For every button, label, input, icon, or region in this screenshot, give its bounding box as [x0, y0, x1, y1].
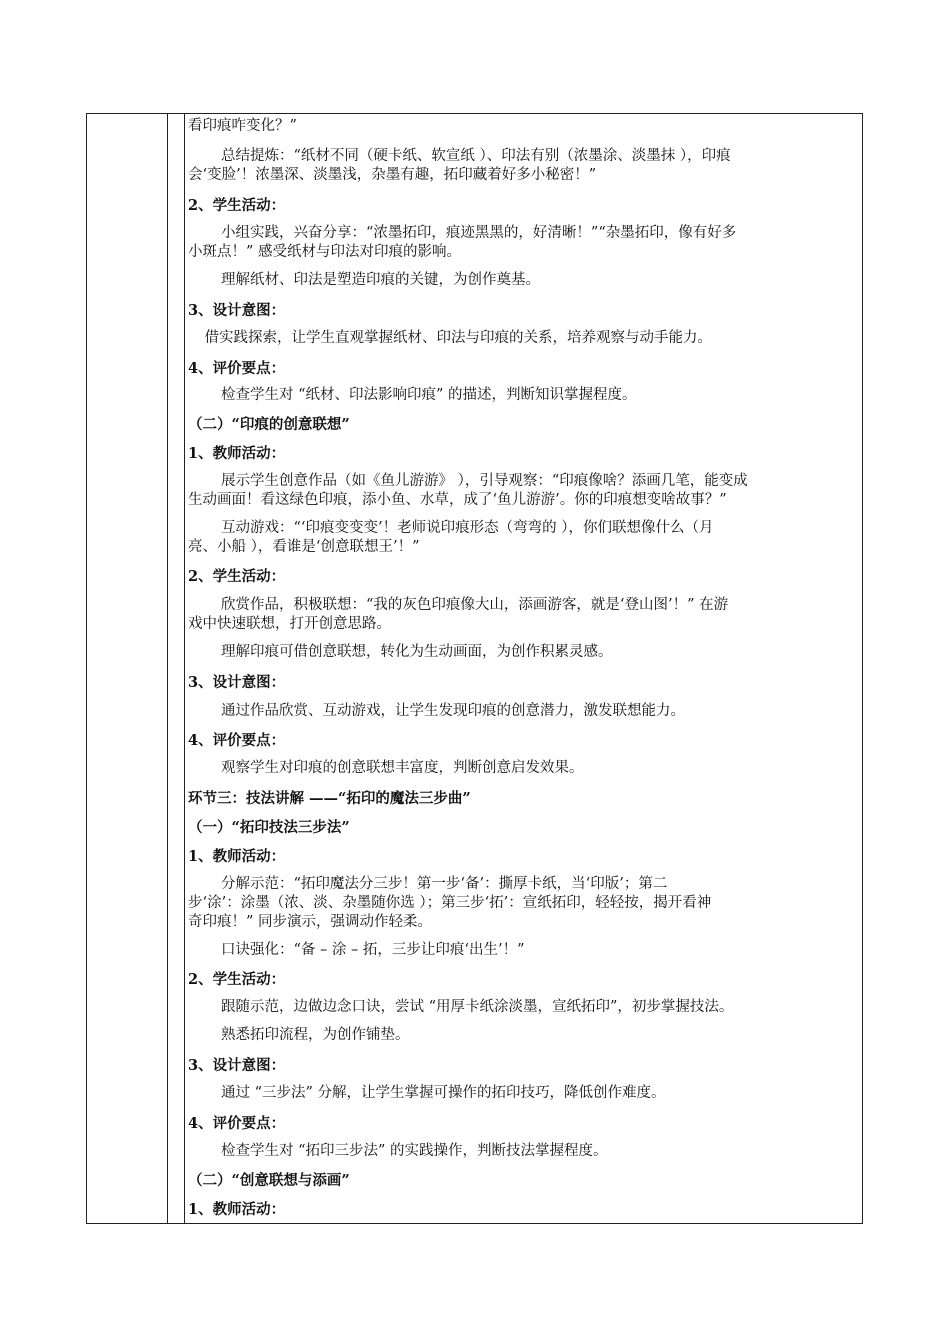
paragraph-line: 通过作品欣赏、互动游戏，让学生发现印痕的创意潜力，激发联想能力。: [221, 703, 685, 719]
paragraph-line: 借实践探索，让学生直观掌握纸材、印法与印痕的关系，培养观察与动手能力。: [204, 330, 712, 346]
paragraph-line: 分解示范：“拓印魔法分三步！第一步‘备’：撕厚卡纸，当‘印版’；第二: [221, 876, 668, 892]
paragraph-line: 欣赏作品，积极联想：“我的灰色印痕像大山，添画游客，就是‘登山图’！” 在游: [221, 597, 729, 613]
section-heading: 1、教师活动：: [188, 848, 286, 865]
paragraph-line: 小组实践，兴奋分享：“浓墨拓印，痕迹黑黑的，好清晰！”“杂墨拓印，像有好多: [221, 225, 737, 241]
section-heading: 3、设计意图：: [188, 302, 286, 319]
paragraph-line: 看印痕咋变化？”: [188, 118, 297, 134]
column-divider: [167, 114, 168, 1223]
section-heading: 2、学生活动：: [188, 971, 286, 988]
section-heading: 环节三：技法讲解 ——“拓印的魔法三步曲”: [188, 790, 471, 807]
section-heading: （一）“拓印技法三步法”: [188, 819, 350, 836]
paragraph-line: 互动游戏：“‘印痕变变变’！老师说印痕形态（弯弯的 ），你们联想像什么（月: [221, 520, 714, 536]
section-heading: （二）“印痕的创意联想”: [188, 416, 350, 433]
paragraph-line: 小斑点！” 感受纸材与印法对印痕的影响。: [188, 244, 462, 260]
section-heading: 4、评价要点：: [188, 732, 286, 749]
paragraph-line: 展示学生创意作品（如《鱼儿游游》 ），引导观察：“印痕像啥？添画几笔，能变成: [221, 473, 748, 489]
section-heading: 4、评价要点：: [188, 1115, 286, 1132]
paragraph-line: 熟悉拓印流程，为创作铺垫。: [221, 1027, 410, 1043]
paragraph-line: 生动画面！看这绿色印痕，添小鱼、水草，成了‘鱼儿游游’。你的印痕想变啥故事？”: [188, 492, 727, 508]
section-heading: 1、教师活动：: [188, 1201, 286, 1218]
paragraph-line: 检查学生对 “拓印三步法” 的实践操作，判断技法掌握程度。: [221, 1143, 608, 1159]
section-heading: 4、评价要点：: [188, 360, 286, 377]
section-heading: （二）“创意联想与添画”: [188, 1172, 350, 1189]
section-heading: 2、学生活动：: [188, 568, 286, 585]
paragraph-line: 戏中快速联想，打开创意思路。: [188, 616, 391, 632]
section-heading: 3、设计意图：: [188, 674, 286, 691]
paragraph-line: 检查学生对 “纸材、印法影响印痕” 的描述，判断知识掌握程度。: [221, 387, 637, 403]
lesson-plan-table: [86, 113, 863, 1224]
paragraph-line: 跟随示范，边做边念口诀，尝试 “用厚卡纸涂淡墨，宣纸拓印”，初步掌握技法。: [221, 999, 734, 1015]
section-heading: 1、教师活动：: [188, 445, 286, 462]
paragraph-line: 奇印痕！” 同步演示，强调动作轻柔。: [188, 914, 433, 930]
paragraph-line: 总结提炼：“纸材不同（硬卡纸、软宣纸 ）、印法有别（浓墨涂、淡墨抹 ），印痕: [221, 148, 731, 164]
paragraph-line: 观察学生对印痕的创意联想丰富度，判断创意启发效果。: [221, 760, 584, 776]
paragraph-line: 理解纸材、印法是塑造印痕的关键，为创作奠基。: [221, 272, 540, 288]
paragraph-line: 口诀强化：“备 – 涂 – 拓，三步让印痕‘出生’！”: [221, 942, 525, 958]
paragraph-line: 通过 “三步法” 分解，让学生掌握可操作的拓印技巧，降低创作难度。: [221, 1085, 666, 1101]
paragraph-line: 会‘变脸’！浓墨深、淡墨浅，杂墨有趣，拓印藏着好多小秘密！”: [188, 167, 597, 183]
section-heading: 3、设计意图：: [188, 1057, 286, 1074]
section-heading: 2、学生活动：: [188, 197, 286, 214]
paragraph-line: 理解印痕可借创意联想，转化为生动画面，为创作积累灵感。: [221, 644, 613, 660]
paragraph-line: 亮、小船 ），看谁是‘创意联想王’！”: [188, 539, 420, 555]
paragraph-line: 步‘涂’：涂墨（浓、淡、杂墨随你选 ）；第三步‘拓’：宣纸拓印，轻轻按，揭开看神: [188, 895, 712, 911]
column-divider: [184, 114, 185, 1223]
